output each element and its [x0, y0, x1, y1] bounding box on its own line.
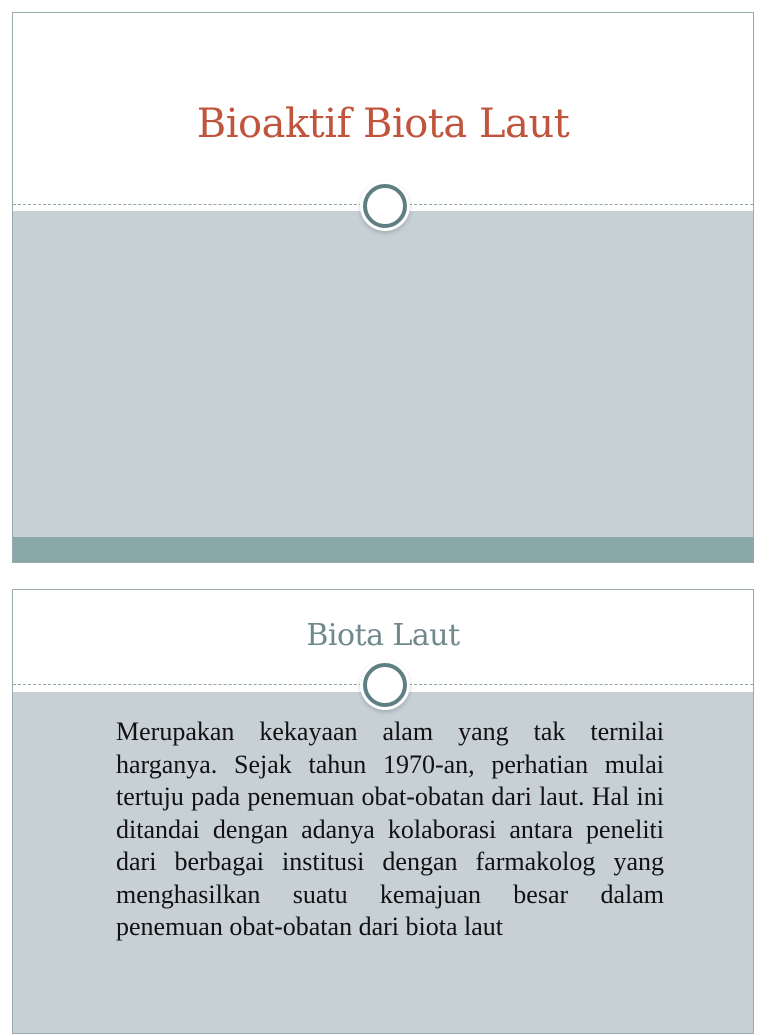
circle-marker-icon [363, 184, 407, 228]
slide-content-heading: Biota Laut [306, 618, 460, 653]
footer-band [13, 537, 753, 563]
slide-content [12, 589, 754, 1034]
slide-title-heading: Bioaktif Biota Laut [196, 101, 570, 147]
content-band [13, 211, 753, 537]
slide-body-text: Merupakan kekayaan alam yang tak ternilai harganya. Sejak tahun 1970-an, perhatian mulai tertuju pada penemuan obat-obatan dari laut. Hal ini ditandai dengan adanya kolaborasi antara peneliti dari berbagai institusi dengan farmakolog yang menghasilkan suatu kemajuan besar dalam penemuan obat-obatan dari biota laut [116, 717, 664, 941]
slide-title [12, 12, 754, 563]
circle-marker-icon [363, 663, 407, 707]
